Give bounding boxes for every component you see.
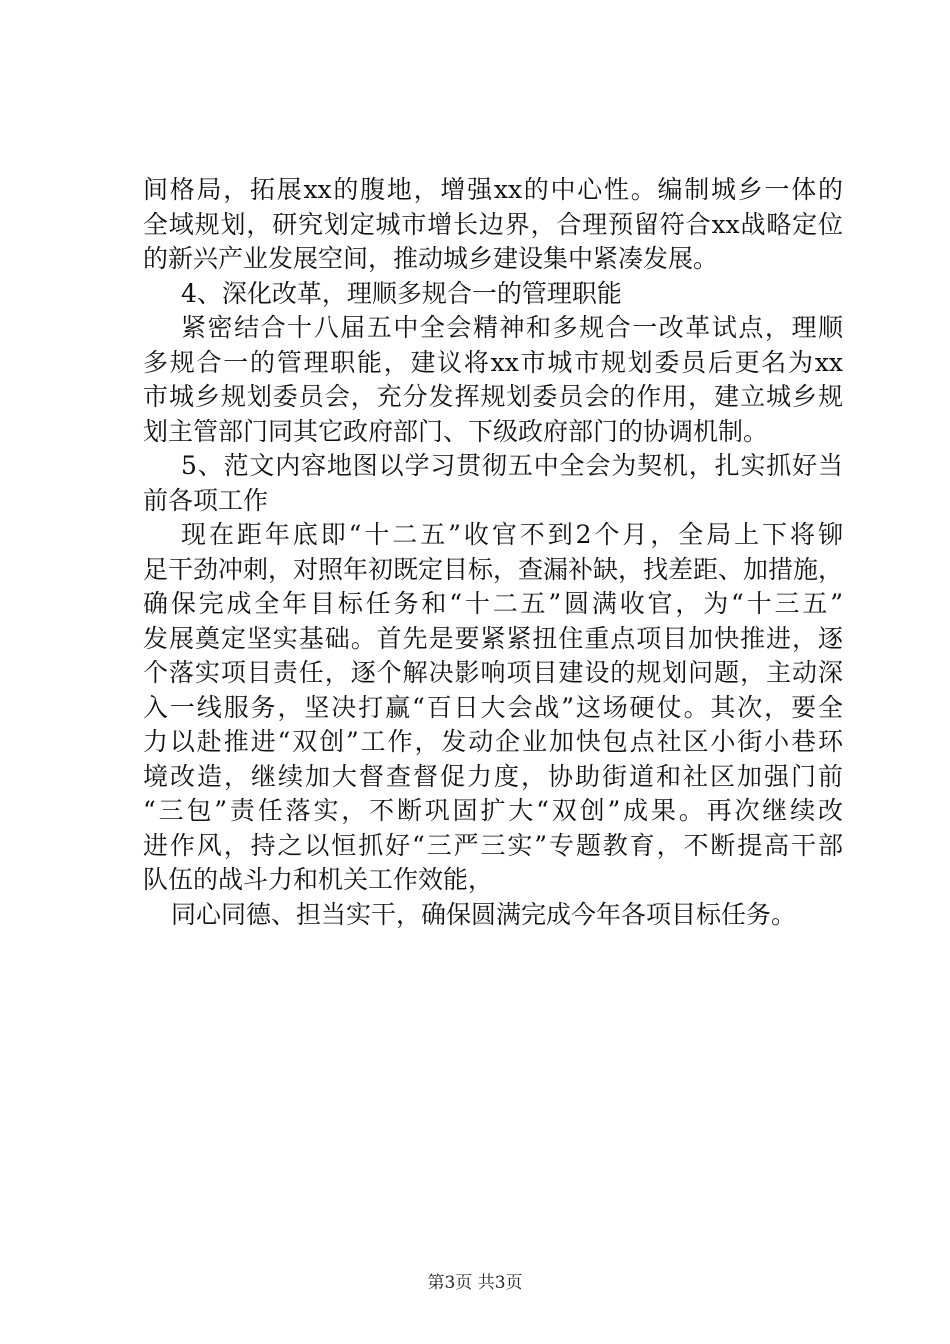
text-line: 多规合一的管理职能，建议将xx市城市规划委员后更名为xx — [143, 347, 843, 377]
section-heading: 5、范文内容地图以学习贯彻五中全会为契机，扎实抓好当 — [181, 451, 843, 480]
text-line: 发展奠定坚实基础。首先是要紧紧扭住重点项目加快推进，逐 — [143, 623, 843, 653]
text-line: “三包”责任落实，不断巩固扩大“双创”成果。再次继续改 — [143, 796, 843, 825]
text-line: 划主管部门同其它政府部门、下级政府部门的协调机制。 — [143, 416, 769, 446]
page-footer: 第3页 共3页 — [427, 1273, 523, 1293]
text-line: 个落实项目责任，逐个解决影响项目建设的规划问题，主动深 — [143, 658, 843, 687]
text-line: 足干劲冲刺，对照年初既定目标，查漏补缺，找差距、加措施， — [143, 554, 844, 584]
document-body — [143, 173, 843, 932]
text-line: 现在距年底即“十二五”收官不到2个月，全局上下将铆 — [181, 520, 843, 549]
text-line: 境改造，继续加大督查督促力度，协助街道和社区加强门前 — [143, 761, 843, 791]
text-line: 间格局，拓展xx的腹地，增强xx的中心性。编制城乡一体的 — [143, 175, 843, 204]
text-line: 入一线服务，坚决打赢“百日大会战”这场硬仗。其次，要全 — [143, 692, 843, 722]
text-line: 进作风，持之以恒抓好“三严三实”专题教育，不断提高干部 — [143, 830, 843, 860]
text-line: 市城乡规划委员会，充分发挥规划委员会的作用，建立城乡规 — [143, 382, 843, 411]
text-line: 紧密结合十八届五中全会精神和多规合一改革试点，理顺 — [181, 313, 843, 342]
section-heading-continued: 前各项工作 — [143, 485, 269, 515]
text-line: 的新兴产业发展空间，推动城乡建设集中紧凑发展。 — [143, 244, 719, 273]
text-line: 队伍的战斗力和机关工作效能， — [143, 865, 494, 894]
text-line: 全域规划，研究划定城市增长边界，合理预留符合xx战略定位 — [143, 209, 843, 239]
text-line: 力以赴推进“双创”工作，发动企业加快包点社区小街小巷环 — [143, 727, 843, 756]
text-line: 同心同德、担当实干，确保圆满完成今年各项目标任务。 — [171, 899, 797, 929]
section-heading: 4、深化改革，理顺多规合一的管理职能 — [181, 278, 622, 308]
text-line: 确保完成全年目标任务和“十二五”圆满收官，为“十三五” — [143, 589, 843, 618]
